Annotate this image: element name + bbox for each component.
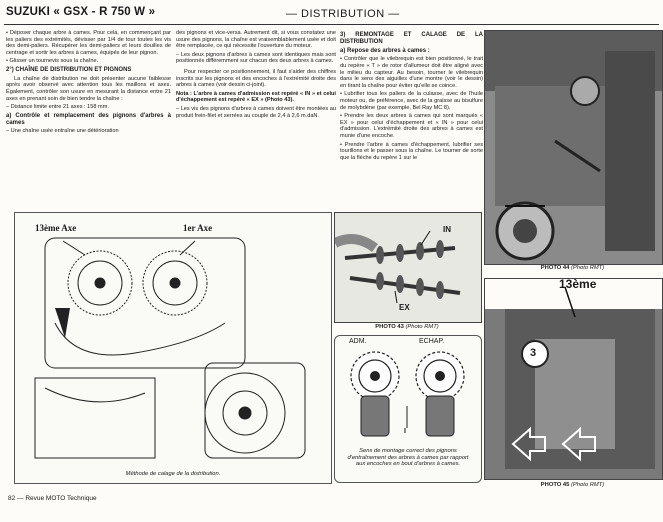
paragraph: – Les deux pignons d'arbres à cames sont identiques mais sont positionnés différemment sur chacun des deux arbres à cames.	[176, 51, 336, 65]
label-3: 3	[530, 347, 537, 359]
caption-label: PHOTO 44	[540, 265, 570, 271]
nota-paragraph: Nota : L'arbre à cames d'admission est repéré « IN » et celui d'échappement est repéré « EX » (Photo 43).	[176, 90, 336, 104]
timing-diagram-drawing	[15, 213, 331, 483]
caption-source: (Photo RMT)	[571, 482, 605, 488]
photo-44-caption	[484, 265, 661, 271]
subsection-heading: a) Repose des arbres à cames :	[340, 47, 430, 54]
subsection-heading: a) Contrôle et remplacement des pignons d'arbres à cames	[6, 112, 171, 126]
label-echap: ECHAP.	[419, 338, 445, 345]
text-column-1	[6, 30, 171, 175]
paragraph: • Glisser un tournevis sous la chaîne.	[6, 58, 99, 65]
sprocket-caption: Sens de montage correct des pignons d'entraînement des arbres à cames par rapport aux encoches en bout d'arbres à cames.	[347, 448, 469, 467]
header-divider	[4, 24, 659, 25]
photo-44	[484, 30, 663, 265]
caption-source: (Photo RMT)	[571, 265, 605, 271]
photo-45	[484, 278, 663, 480]
paragraph: – Une chaîne usée entraîne une détérioration	[6, 128, 119, 135]
section-heading: 2°) CHAÎNE DE DISTRIBUTION ET PIGNONS	[6, 66, 132, 73]
label-1er-axe: 1er Axe	[183, 223, 213, 233]
paragraph: • Prendre l'arbre à cames d'échappement, lubrifier ses tourillons et le passer sous la chaîne. Le tourner de sorte que la flèche du repère 1 sur le	[340, 141, 483, 161]
paragraph: • Lubrifier tous les paliers de la culasse, avec de l'huile moteur ou, de préférence, avec de la graisse au bisulfure de molybdène (par exemple, Bel Ray MC 8).	[340, 91, 483, 111]
caption-label: PHOTO 43	[375, 324, 404, 330]
photo-45-caption	[484, 482, 661, 488]
label-adm: ADM.	[349, 338, 367, 345]
section-heading: 3) REMONTAGE ET CALAGE DE LA DISTRIBUTION	[340, 32, 483, 45]
label-i: I	[404, 428, 406, 435]
text-column-3	[340, 30, 483, 208]
page-footer: 82 — Revue MOTO Technique	[8, 495, 97, 502]
photo-44-image	[485, 31, 662, 264]
paragraph: • Contrôler que le vilebrequin est bien positionné, le trait du repère « T » de rotor d'allumeur doit être aligné avec le milieu du capteur. Au besoin, tourner le vilebrequin dans le sens des aiguilles d'une montre (voir le dessin) en tirant la chaîne pour éviter qu'elle se coince.	[340, 56, 483, 89]
photo-45-image	[485, 279, 662, 479]
text-column-2	[176, 30, 336, 175]
photo-43-caption	[334, 324, 480, 330]
timing-diagram	[14, 212, 332, 484]
photo-43	[334, 212, 482, 323]
sprocket-illustration	[334, 335, 482, 483]
paragraph: • Déposer chaque arbre à cames. Pour cela, en commençant par les paliers des extrémités, dévisser par 1/4 de tour toutes les vis des demi-paliers. Récupérer les demi-paliers et leurs douilles de centrage et sortir les arbres à cames, équipés de leur pignon.	[6, 30, 171, 56]
paragraph: La chaîne de distribution ne doit présenter aucune faiblesse après avoir observé avec attention tous les maillons et axes. Également, contrôler son usure en mesurant la distance entre 21 axes en prenant soin de bien tendre la chaîne :	[6, 75, 171, 102]
section-title: — DISTRIBUTION —	[286, 8, 400, 20]
label-13eme: 13ème	[559, 278, 597, 291]
label-ex: EX	[399, 303, 410, 312]
paragraph: des pignons et vice-versa. Autrement dit, si vous constatez une usure des pignons, la chaîne est vraisemblablement usée et doit être remplacée, ce qui nécessite l'ouverture du moteur.	[176, 30, 336, 50]
label-in: IN	[443, 225, 451, 234]
paragraph: • Prendre les deux arbres à cames qui sont marqués « EX » pour celui d'échappement et « IN » pour celui d'admission. L'extrémité droite des arbres à cames est munie d'une encoche.	[340, 113, 483, 139]
header-title: SUZUKI « GSX - R 750 W »	[6, 6, 156, 18]
paragraph: – Les vis des pignons d'arbres à cames doivent être montées au produit frein-filet et serrées au couple de 2,4 à 2,6 m.daN.	[176, 105, 336, 119]
caption-label: PHOTO 45	[540, 482, 570, 488]
caption-source: (Photo RMT)	[405, 324, 439, 330]
paragraph: Pour respecter ce positionnement, il faut s'aider des chiffres inscrits sur les pignons et des encoches à l'extrémité droite des arbres à cames (voir dessin ci-joint).	[176, 68, 336, 89]
label-13eme-axe: 13ème Axe	[35, 223, 77, 233]
diagram-caption: Méthode de calage de la distribution.	[125, 471, 221, 477]
paragraph: – Distance limite entre 21 axes : 158 mm.	[6, 104, 109, 111]
